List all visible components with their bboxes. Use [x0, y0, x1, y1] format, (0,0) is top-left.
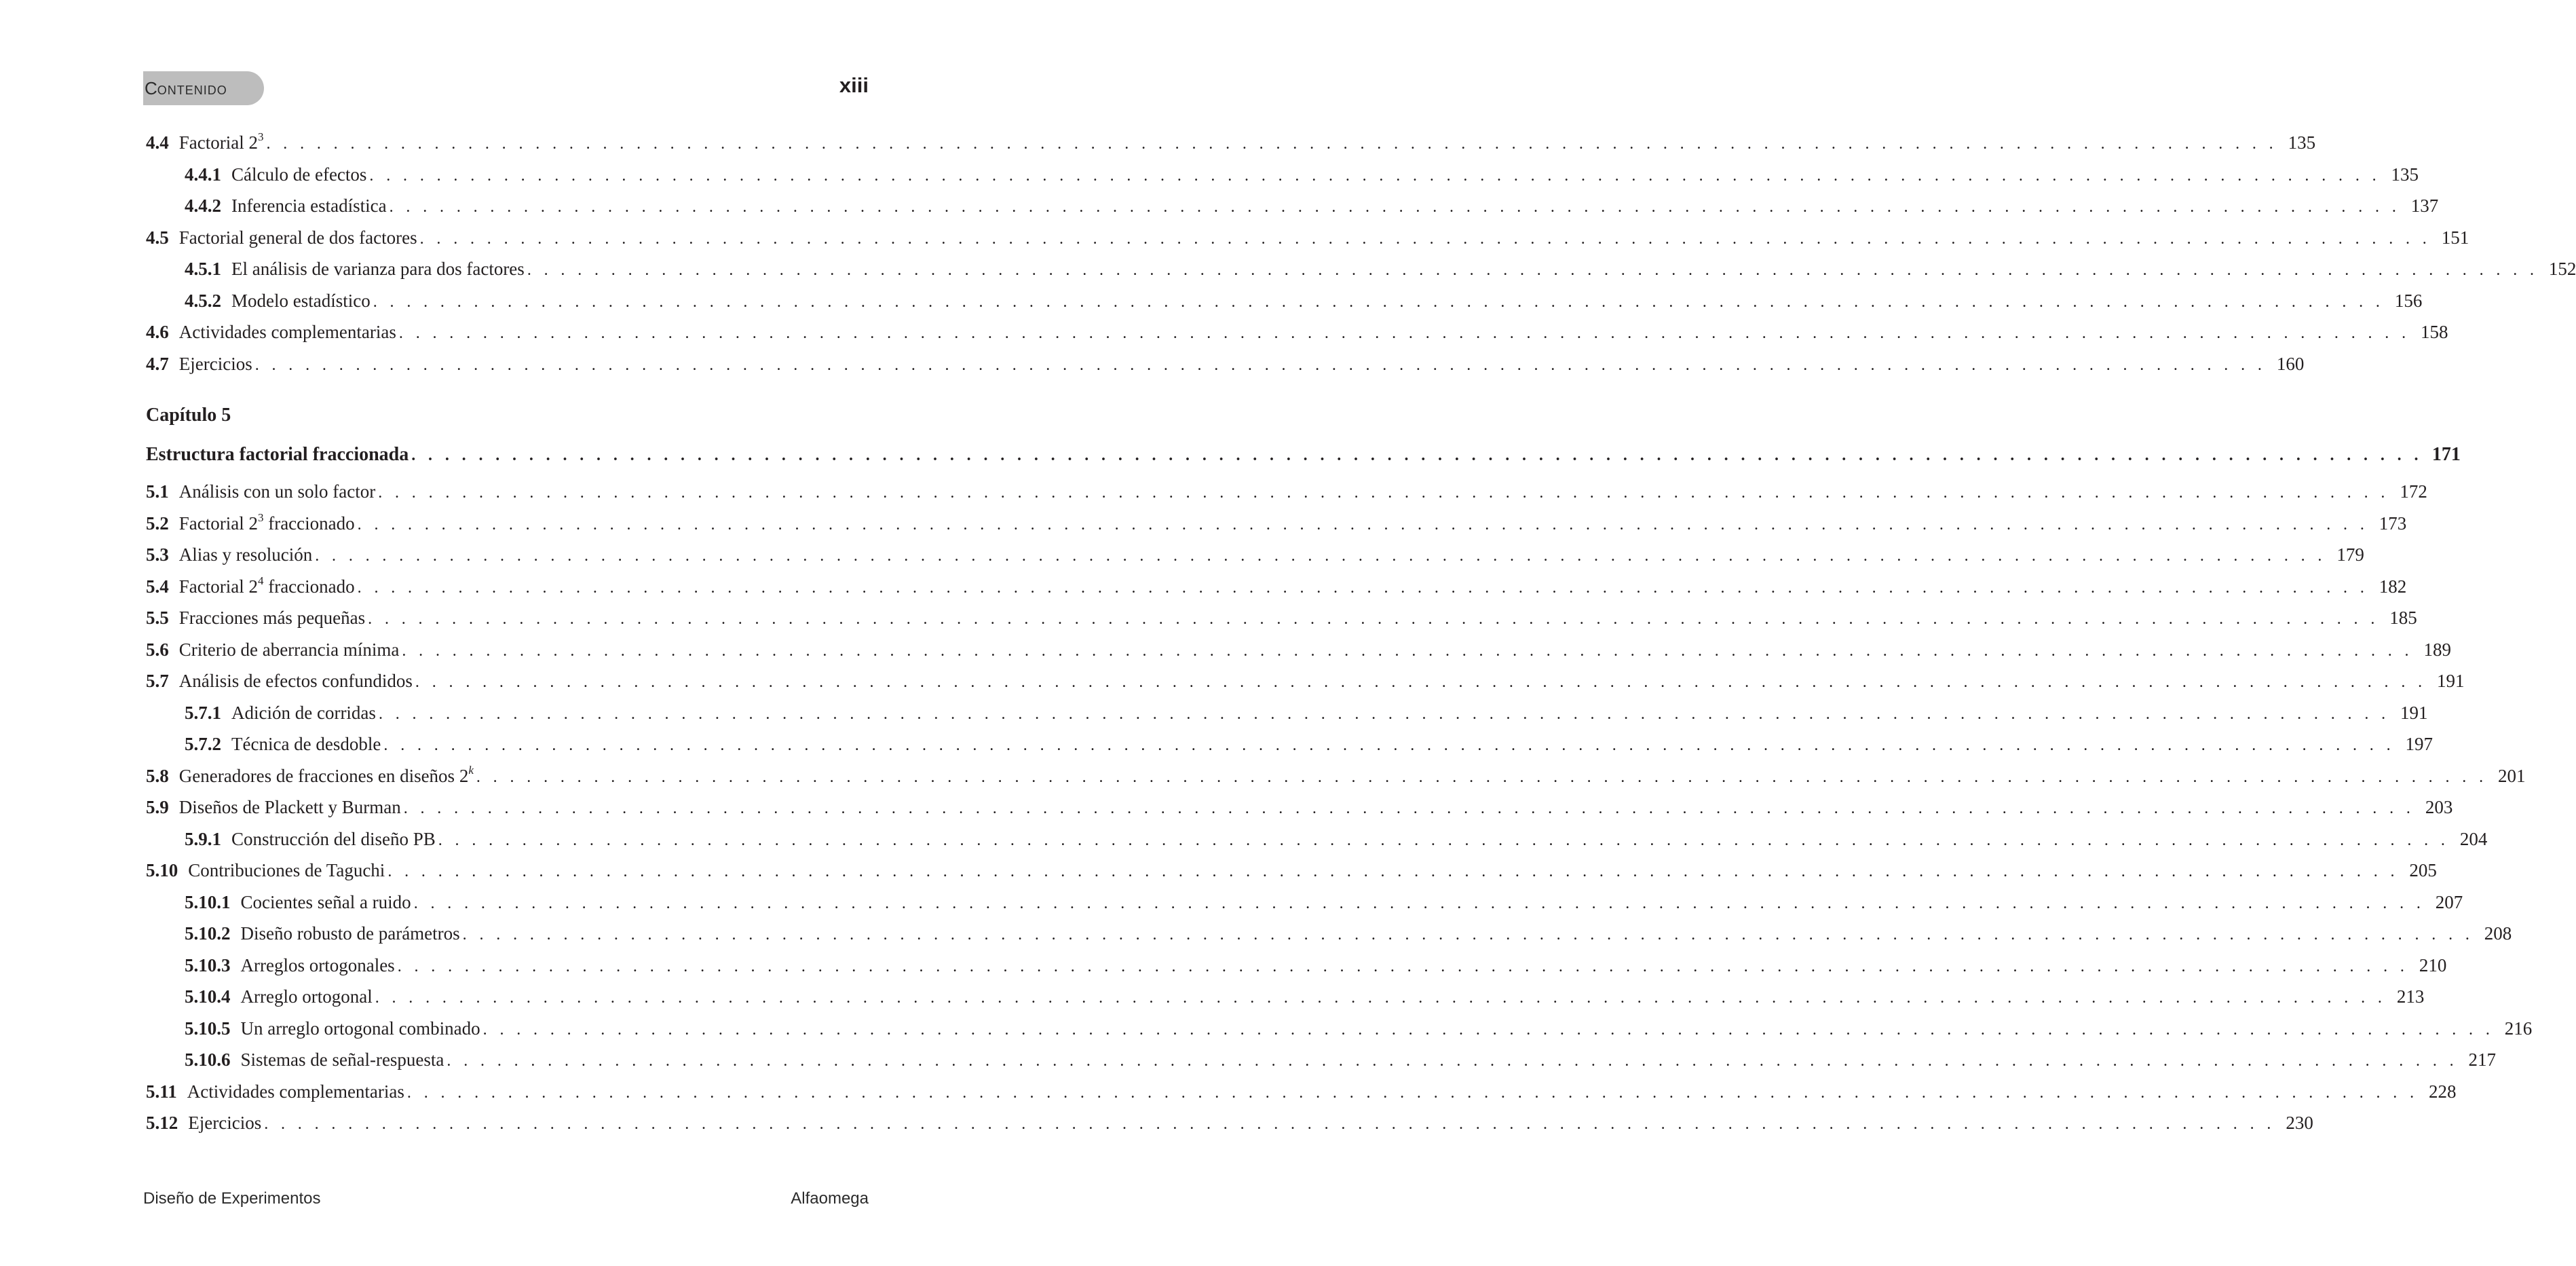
toc-entry-superscript: k [468, 763, 474, 777]
toc-entry-page: 203 [2425, 797, 2453, 817]
toc-leader-dots: . . . . . . . . . . . . . . . . . . . . . . . . . . . . . . . . . . . . . . . . . . . . . . . . . . . . . . . . . . . . . . . . . . . . . . . . . . . . . . . . . . . . . . . . . . . . . . . . . . . . . . . . . . . . . . . . . . . . . . . . [387, 863, 2399, 880]
toc-entry[interactable] [185, 950, 2447, 980]
toc-entry-title-suffix: fraccionado [263, 576, 355, 597]
section-tab [143, 71, 264, 105]
toc-leader-dots: . . . . . . . . . . . . . . . . . . . . . . . . . . . . . . . . . . . . . . . . . . . . . . . . . . . . . . . . . . . . . . . . . . . . . . . . . . . . . . . . . . . . . . . . . . . . . . . . . . . . . . . . . . . . . . . . . . . . . . . . [438, 831, 2450, 849]
toc-leader-dots: . . . . . . . . . . . . . . . . . . . . . . . . . . . . . . . . . . . . . . . . . . . . . . . . . . . . . . . . . . . . . . . . . . . . . . . . . . . . . . . . . . . . . . . . . . . . . . . . . . . . . . . . . . . . . . . . . . . . . . . . [315, 547, 2326, 565]
toc-entry-number: 5.10.6 [185, 1049, 231, 1070]
toc-entry-title [179, 792, 401, 822]
toc-entry-title [231, 286, 371, 316]
toc-entry[interactable] [146, 317, 2448, 347]
toc-entry-title [179, 508, 355, 538]
toc-entry-title-text: Análisis con un solo factor [178, 481, 376, 502]
toc-entry-page: 204 [2459, 828, 2488, 849]
toc-entry-page: 172 [2400, 481, 2427, 502]
toc-entry-title-text: Factorial 2 [178, 132, 258, 153]
toc-leader-dots: . . . . . . . . . . . . . . . . . . . . . . . . . . . . . . . . . . . . . . . . . . . . . . . . . . . . . . . . . . . . . . . . . . . . . . . . . . . . . . . . . . . . . . . . . . . . . . . . . . . . . . . . . . . . . . . . . . . . . . . . [378, 484, 2389, 502]
toc-entry[interactable] [185, 160, 2419, 189]
toc-leader-dots: . . . . . . . . . . . . . . . . . . . . . . . . . . . . . . . . . . . . . . . . . . . . . . . . . . . . . . . . . . . . . . . . . . . . . . . . . . . . . . . . . . . . . . . . . . . . . . . . . . . . . . . . . . . . . . . . . . . . . . . . [413, 894, 2425, 912]
toc-entry-title-text: Cocientes señal a ruido [240, 891, 411, 912]
toc-entry-title [179, 349, 252, 379]
toc-entry[interactable] [185, 824, 2488, 854]
toc-entry-title [179, 223, 417, 253]
toc-leader-dots: . . . . . . . . . . . . . . . . . . . . . . . . . . . . . . . . . . . . . . . . . . . . . . . . . . . . . . . . . . . . . . . . . . . . . . . . . . . . . . . . . . . . . . . . . . . . . . . . . . . . . . . . . . . . . . . . . . . . . . . . [462, 926, 2474, 944]
toc-leader-dots: . . . . . . . . . . . . . . . . . . . . . . . . . . . . . . . . . . . . . . . . . . . . . . . . . . . . . . . . . . . . . . . . . . . . . . . . . . . . . . . . . . . . . . . . . . . . . . . . . . . . . . . . . . . . . . . . . . . . . . . . [482, 1020, 2495, 1039]
toc-entry[interactable] [146, 508, 2407, 538]
toc-leader-dots: . . . . . . . . . . . . . . . . . . . . . . . . . . . . . . . . . . . . . . . . . . . . . . . . . . . . . . . . . . . . . . . . . . . . . . . . . . . . . . . . . . . . . . . . . . . . . . . . . . . . . . . . . . . . . . . . . . . . . . . . [369, 166, 2381, 185]
toc-entry[interactable] [185, 887, 2463, 917]
toc-leader-dots: . . . . . . . . . . . . . . . . . . . . . . . . . . . . . . . . . . . . . . . . . . . . . . . . . . . . . . . . . . . . . . . . . . . . . . . . . . . . . . . . . . . . . . . . . . . . . . . . . . . . . . . . . . . . . . . . . . . . . . . . [402, 641, 2413, 660]
toc-entry-number: 5.7.2 [185, 734, 221, 754]
toc-entry-title [241, 982, 373, 1011]
toc-entry-number: 4.4 [146, 132, 169, 153]
toc-entry-number: 5.9 [146, 797, 169, 817]
toc-leader-dots: . . . . . . . . . . . . . . . . . . . . . . . . . . . . . . . . . . . . . . . . . . . . . . . . . . . . . . . . . . . . . . . . . . . . . . . . . . . . . . . . . . . . . . . . . . . . . . . . . . . . . . . . . . . . . . . . . . . . . . . . [383, 737, 2395, 754]
toc-entry[interactable] [146, 666, 2465, 696]
section-tab-cap: C [145, 78, 157, 98]
toc-entry[interactable] [185, 1013, 2533, 1043]
toc-entry-title-text: Cálculo de efectos [231, 164, 367, 185]
toc-entry-title-text: Adición de corridas [231, 702, 376, 723]
toc-entry-number: 5.5 [146, 608, 169, 628]
toc-entry-title-text: Modelo estadístico [231, 290, 371, 311]
toc-entry-page: 230 [2286, 1113, 2313, 1133]
toc-entry-page: 213 [2396, 986, 2425, 1007]
toc-leader-dots: . . . . . . . . . . . . . . . . . . . . . . . . . . . . . . . . . . . . . . . . . . . . . . . . . . . . . . . . . . . . . . . . . . . . . . . . . . . . . . . . . . . . . . . . . . . . . . . . . . . . . . . . . . . . . . . . . . . . . . . . [527, 261, 2539, 279]
toc-entry-title-text: Sistemas de señal-respuesta [240, 1049, 444, 1070]
toc-entry-page: 208 [2484, 923, 2512, 944]
toc-leader-dots: . . . . . . . . . . . . . . . . . . . . . . . . . . . . . . . . . . . . . . . . . . . . . . . . . . . . . . . . . . . . . . . . . . . . . . . . . . . . . . . . . . . . . . . . . . . . . . . . . . . . . . . . . . . . . . . . . . . . . . . . [447, 1052, 2459, 1070]
toc-entry-title [241, 1045, 444, 1075]
toc-entry-title [179, 477, 375, 506]
toc-entry-page: 197 [2405, 734, 2433, 754]
toc-entry[interactable] [146, 128, 2316, 157]
toc-entry-title-text: Ejercicios [178, 353, 252, 374]
footer-publisher: Alfaomega [791, 1189, 869, 1208]
toc-entry-title-text: Técnica de desdoble [231, 734, 381, 754]
toc-entry-superscript: 4 [257, 574, 264, 587]
toc-entry-number: 4.6 [146, 322, 169, 342]
toc-entry-page: 182 [2379, 576, 2407, 597]
toc-entry[interactable] [146, 1108, 2313, 1138]
toc-leader-dots: . . . . . . . . . . . . . . . . . . . . . . . . . . . . . . . . . . . . . . . . . . . . . . . . . . . . . . . . . . . . . . . . . . . . . . . . . . . . . . . . . . . . . . . . . . . . . . . . . . . . . . . . . . . . . . . . . . . . . . . . [411, 447, 2423, 464]
toc-entry-number: 4.5.2 [185, 290, 221, 311]
toc-leader-dots: . . . . . . . . . . . . . . . . . . . . . . . . . . . . . . . . . . . . . . . . . . . . . . . . . . . . . . . . . . . . . . . . . . . . . . . . . . . . . . . . . . . . . . . . . . . . . . . . . . . . . . . . . . . . . . . . . . . . . . . . [264, 1115, 2275, 1133]
toc-entry-number: 4.4.1 [185, 164, 221, 185]
toc-entry-superscript: 3 [257, 130, 264, 143]
toc-entry-page: 158 [2421, 322, 2448, 342]
toc-entry-number: 4.4.2 [185, 196, 221, 216]
toc-entry-page: 201 [2497, 765, 2526, 786]
toc-entry-number: 5.12 [146, 1113, 178, 1133]
toc-entry-page: 205 [2409, 860, 2437, 880]
toc-entry[interactable] [146, 572, 2407, 601]
toc-entry-title-text: Alias y resolución [178, 544, 313, 565]
toc-entry-title [241, 918, 460, 948]
toc-leader-dots: . . . . . . . . . . . . . . . . . . . . . . . . . . . . . . . . . . . . . . . . . . . . . . . . . . . . . . . . . . . . . . . . . . . . . . . . . . . . . . . . . . . . . . . . . . . . . . . . . . . . . . . . . . . . . . . . . . . . . . . . [378, 705, 2390, 723]
toc-leader-dots: . . . . . . . . . . . . . . . . . . . . . . . . . . . . . . . . . . . . . . . . . . . . . . . . . . . . . . . . . . . . . . . . . . . . . . . . . . . . . . . . . . . . . . . . . . . . . . . . . . . . . . . . . . . . . . . . . . . . . . . . [403, 800, 2415, 817]
toc-entry-page: 207 [2435, 891, 2463, 912]
toc-entry[interactable] [185, 982, 2425, 1011]
toc-entry-title-text: Arreglo ortogonal [240, 986, 373, 1007]
toc-entry-title [231, 254, 525, 284]
toc-leader-dots: . . . . . . . . . . . . . . . . . . . . . . . . . . . . . . . . . . . . . . . . . . . . . . . . . . . . . . . . . . . . . . . . . . . . . . . . . . . . . . . . . . . . . . . . . . . . . . . . . . . . . . . . . . . . . . . . . . . . . . . . [357, 515, 2369, 534]
toc-entry[interactable] [146, 349, 2305, 379]
toc-entry-page: 191 [2437, 671, 2465, 691]
toc-entry[interactable] [146, 477, 2427, 506]
toc-entry-title [179, 317, 396, 347]
toc-entry-number: 5.1 [146, 481, 169, 502]
toc-entry-title-suffix: fraccionado [263, 513, 355, 534]
toc-entry-page: 135 [2391, 164, 2419, 185]
toc-entry-page: 152 [2548, 259, 2576, 279]
toc-entry-title-text: Arreglos ortogonales [240, 954, 395, 975]
toc-entry-title-text: Análisis de efectos confundidos [178, 671, 413, 691]
toc-leader-dots: . . . . . . . . . . . . . . . . . . . . . . . . . . . . . . . . . . . . . . . . . . . . . . . . . . . . . . . . . . . . . . . . . . . . . . . . . . . . . . . . . . . . . . . . . . . . . . . . . . . . . . . . . . . . . . . . . . . . . . . . [406, 1083, 2419, 1102]
toc-entry-page: 228 [2429, 1081, 2457, 1102]
toc-leader-dots: . . . . . . . . . . . . . . . . . . . . . . . . . . . . . . . . . . . . . . . . . . . . . . . . . . . . . . . . . . . . . . . . . . . . . . . . . . . . . . . . . . . . . . . . . . . . . . . . . . . . . . . . . . . . . . . . . . . . . . . . [389, 198, 2401, 216]
toc-entry-title-text: Diseños de Plackett y Burman [178, 797, 401, 817]
section-tab-rest: ONTENIDO [157, 83, 227, 97]
toc-entry-superscript: 3 [257, 510, 264, 524]
toc-leader-dots: . . . . . . . . . . . . . . . . . . . . . . . . . . . . . . . . . . . . . . . . . . . . . . . . . . . . . . . . . . . . . . . . . . . . . . . . . . . . . . . . . . . . . . . . . . . . . . . . . . . . . . . . . . . . . . . . . . . . . . . . [373, 293, 2385, 311]
toc-entry-number: 5.4 [146, 576, 169, 597]
toc-entry-number: 5.10.4 [185, 986, 231, 1007]
toc-entry-title-text: Contribuciones de Taguchi [188, 860, 385, 880]
toc-leader-dots: . . . . . . . . . . . . . . . . . . . . . . . . . . . . . . . . . . . . . . . . . . . . . . . . . . . . . . . . . . . . . . . . . . . . . . . . . . . . . . . . . . . . . . . . . . . . . . . . . . . . . . . . . . . . . . . . . . . . . . . . [357, 578, 2369, 597]
toc-entry-title [179, 128, 264, 157]
toc-entry-number: 5.7.1 [185, 702, 221, 723]
toc-entry-title [187, 1077, 404, 1106]
toc-entry-title [231, 191, 387, 221]
toc-entry-number: 4.5 [146, 227, 169, 248]
toc-entry[interactable] [185, 286, 2423, 316]
toc-entry-title-text: Diseño robusto de parámetros [240, 923, 460, 944]
toc-leader-dots: . . . . . . . . . . . . . . . . . . . . . . . . . . . . . . . . . . . . . . . . . . . . . . . . . . . . . . . . . . . . . . . . . . . . . . . . . . . . . . . . . . . . . . . . . . . . . . . . . . . . . . . . . . . . . . . . . . . . . . . . [415, 673, 2427, 691]
toc-chapter-entry[interactable] [146, 440, 2461, 470]
toc-entry-page: 160 [2276, 353, 2305, 374]
toc-leader-dots: . . . . . . . . . . . . . . . . . . . . . . . . . . . . . . . . . . . . . . . . . . . . . . . . . . . . . . . . . . . . . . . . . . . . . . . . . . . . . . . . . . . . . . . . . . . . . . . . . . . . . . . . . . . . . . . . . . . . . . . . [266, 135, 2278, 153]
toc-entry-number: 5.10 [146, 860, 178, 880]
toc-entry[interactable] [185, 729, 2433, 759]
toc-entry-title-text: Actividades complementarias [178, 322, 396, 342]
toc-entry[interactable] [185, 918, 2512, 948]
toc-entry-page: 191 [2400, 702, 2428, 723]
toc-entry-title-text: Ejercicios [188, 1113, 262, 1133]
toc-leader-dots: . . . . . . . . . . . . . . . . . . . . . . . . . . . . . . . . . . . . . . . . . . . . . . . . . . . . . . . . . . . . . . . . . . . . . . . . . . . . . . . . . . . . . . . . . . . . . . . . . . . . . . . . . . . . . . . . . . . . . . . . [254, 356, 2267, 374]
toc-entry-title [179, 635, 400, 665]
toc-entry[interactable] [146, 603, 2417, 633]
toc-entry-number: 5.8 [146, 765, 169, 786]
toc-entry-page: 216 [2504, 1018, 2533, 1039]
toc-entry-page: 151 [2441, 227, 2469, 248]
toc-entry-title [241, 1013, 480, 1043]
toc-entry[interactable] [185, 191, 2439, 221]
toc-entry-number: 4.7 [146, 353, 169, 374]
toc-leader-dots: . . . . . . . . . . . . . . . . . . . . . . . . . . . . . . . . . . . . . . . . . . . . . . . . . . . . . . . . . . . . . . . . . . . . . . . . . . . . . . . . . . . . . . . . . . . . . . . . . . . . . . . . . . . . . . . . . . . . . . . . [398, 324, 2410, 342]
toc-entry-title [231, 160, 366, 189]
toc-entry-title-text: Factorial 2 [178, 513, 258, 534]
toc-entry[interactable] [185, 254, 2576, 284]
toc-leader-dots: . . . . . . . . . . . . . . . . . . . . . . . . . . . . . . . . . . . . . . . . . . . . . . . . . . . . . . . . . . . . . . . . . . . . . . . . . . . . . . . . . . . . . . . . . . . . . . . . . . . . . . . . . . . . . . . . . . . . . . . . [368, 610, 2379, 628]
toc-entry-number: 5.9.1 [185, 828, 221, 849]
toc-entry-page: 156 [2394, 290, 2423, 311]
toc-entry-title [179, 572, 355, 601]
toc-entry-title-text: Generadores de fracciones en diseños 2 [178, 765, 469, 786]
toc-entry-title [241, 950, 395, 980]
toc-entry-number: 5.10.3 [185, 954, 231, 975]
toc-entry-title [179, 603, 365, 633]
toc-entry[interactable] [146, 540, 2364, 570]
toc-entry-title-text: Actividades complementarias [187, 1081, 404, 1102]
toc-entry[interactable] [146, 635, 2451, 665]
toc-entry-title [179, 761, 474, 791]
toc-entry-title-text: Un arreglo ortogonal combinado [240, 1018, 480, 1039]
toc-entry-title [188, 855, 385, 885]
toc-entry-title-text: Factorial 2 [178, 576, 258, 597]
toc-entry-title [231, 729, 381, 759]
toc-entry-title-text: Factorial general de dos factores [178, 227, 417, 248]
toc-entry-title-text: Construcción del diseño PB [231, 828, 436, 849]
toc-entry-page: 189 [2423, 639, 2451, 660]
toc-entry-title [231, 698, 376, 728]
toc-entry-title [231, 824, 436, 854]
toc-leader-dots: . . . . . . . . . . . . . . . . . . . . . . . . . . . . . . . . . . . . . . . . . . . . . . . . . . . . . . . . . . . . . . . . . . . . . . . . . . . . . . . . . . . . . . . . . . . . . . . . . . . . . . . . . . . . . . . . . . . . . . . . [397, 957, 2409, 975]
toc-entry-title [188, 1108, 261, 1138]
toc-leader-dots: . . . . . . . . . . . . . . . . . . . . . . . . . . . . . . . . . . . . . . . . . . . . . . . . . . . . . . . . . . . . . . . . . . . . . . . . . . . . . . . . . . . . . . . . . . . . . . . . . . . . . . . . . . . . . . . . . . . . . . . . [375, 989, 2387, 1007]
toc-entry[interactable] [146, 792, 2453, 822]
toc-entry-number: 5.10.2 [185, 923, 231, 944]
toc-entry-title [241, 887, 411, 917]
toc-entry-number: 4.5.1 [185, 259, 221, 279]
toc-entry-page: 210 [2419, 954, 2447, 975]
toc-entry-number: 5.2 [146, 513, 169, 534]
toc-entry-page: 137 [2410, 196, 2439, 216]
toc-entry-page: 179 [2336, 544, 2364, 565]
toc-entry-page: 173 [2379, 513, 2407, 534]
toc-chapter-page: 171 [2431, 444, 2461, 465]
toc-entry-title-text: El análisis de varianza para dos factores [231, 259, 525, 279]
toc-entry[interactable] [185, 698, 2428, 728]
toc-entry[interactable] [146, 855, 2437, 885]
toc-entry-page: 185 [2389, 608, 2417, 628]
toc-entry[interactable] [146, 1077, 2457, 1106]
chapter-label: Capítulo 5 [146, 405, 231, 426]
toc-entry-title [179, 540, 312, 570]
toc-entry-number: 5.3 [146, 544, 169, 565]
toc-chapter-title: Estructura factorial fraccionada [146, 444, 409, 465]
toc-entry-number: 5.6 [146, 639, 169, 660]
toc-entry-page: 217 [2468, 1049, 2497, 1070]
toc-entry[interactable] [185, 1045, 2497, 1075]
toc-entry-number: 5.7 [146, 671, 169, 691]
footer-book-title: Diseño de Experimentos [143, 1189, 321, 1208]
page-number: xiii [839, 73, 869, 97]
toc-leader-dots: . . . . . . . . . . . . . . . . . . . . . . . . . . . . . . . . . . . . . . . . . . . . . . . . . . . . . . . . . . . . . . . . . . . . . . . . . . . . . . . . . . . . . . . . . . . . . . . . . . . . . . . . . . . . . . . . . . . . . . . . [476, 768, 2488, 786]
toc-leader-dots: . . . . . . . . . . . . . . . . . . . . . . . . . . . . . . . . . . . . . . . . . . . . . . . . . . . . . . . . . . . . . . . . . . . . . . . . . . . . . . . . . . . . . . . . . . . . . . . . . . . . . . . . . . . . . . . . . . . . . . . . [419, 229, 2431, 248]
toc-entry[interactable] [146, 761, 2526, 791]
toc-entry-title-text: Criterio de aberrancia mínima [178, 639, 400, 660]
toc-entry-number: 5.11 [146, 1081, 177, 1102]
toc-entry-title [179, 666, 413, 696]
toc-entry-page: 135 [2288, 132, 2316, 153]
toc-entry[interactable] [146, 223, 2469, 253]
toc-entry-title-text: Inferencia estadística [231, 196, 387, 216]
toc-entry-number: 5.10.5 [185, 1018, 231, 1039]
toc-entry-number: 5.10.1 [185, 891, 231, 912]
toc-entry-title-text: Fracciones más pequeñas [178, 608, 366, 628]
